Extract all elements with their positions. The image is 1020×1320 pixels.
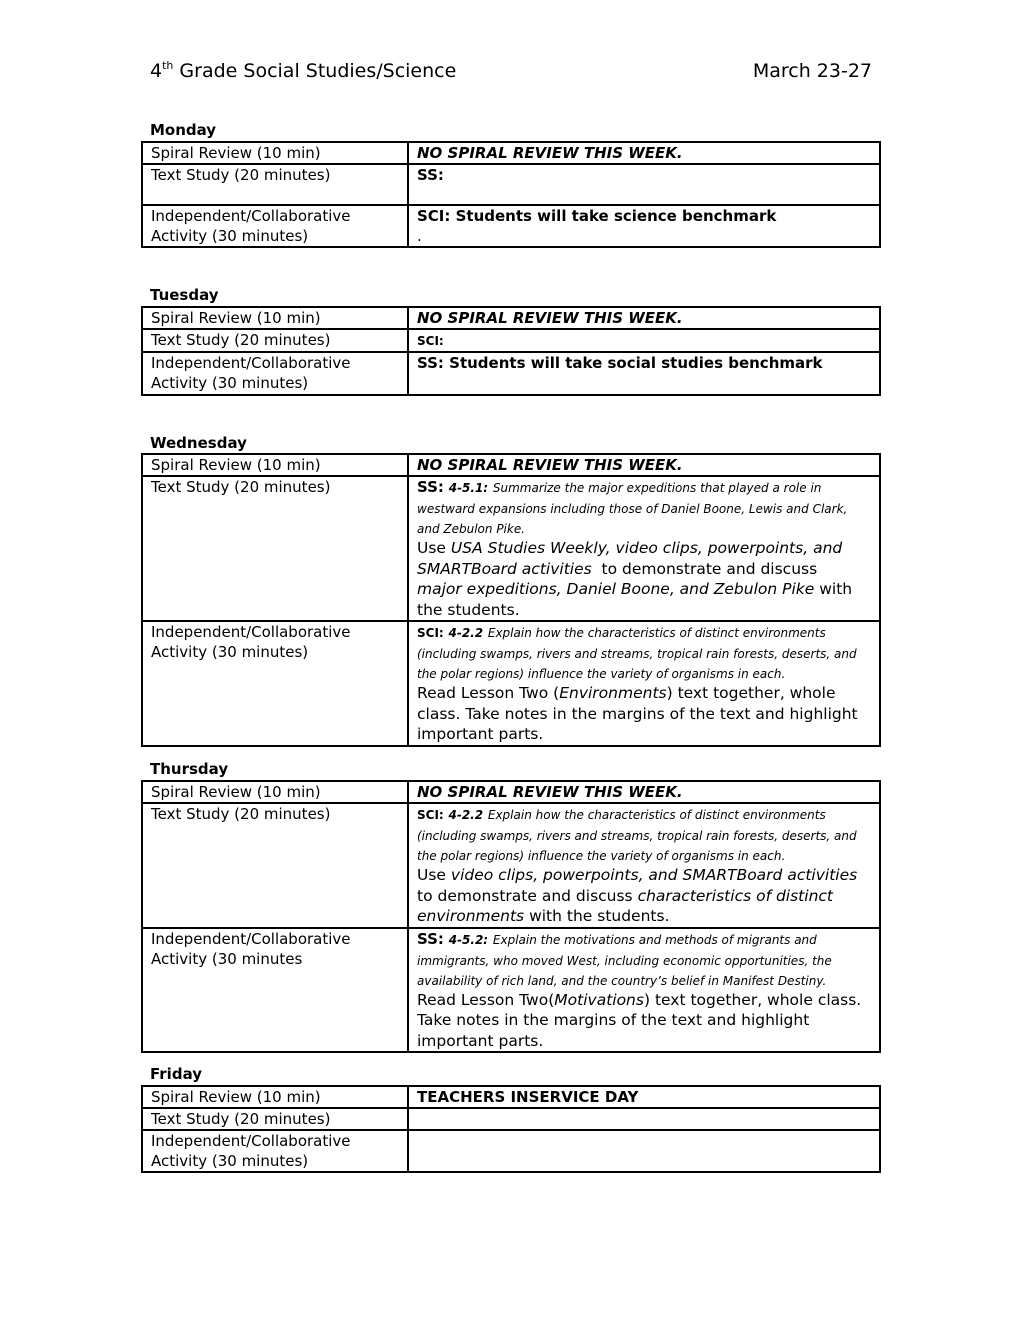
- label-line-2: Activity (30 minutes): [151, 227, 309, 245]
- instruction-part: Read Lesson Two (: [417, 684, 560, 702]
- table-row: [142, 781, 880, 803]
- wednesday-spiral: NO SPIRAL REVIEW THIS WEEK.: [408, 454, 880, 476]
- monday-table: [141, 141, 881, 248]
- label-line-1: Independent/Collaborative: [151, 623, 351, 641]
- table-row: [142, 205, 880, 247]
- instruction-italic: Environments: [559, 684, 667, 702]
- row-label-spiral: Spiral Review (10 min): [142, 454, 408, 476]
- table-row: [142, 1086, 880, 1108]
- label-line-1: Independent/Collaborative: [151, 929, 351, 948]
- grade-ordinal: th: [162, 59, 174, 72]
- instruction-part: Read Lesson Two(: [417, 990, 555, 1009]
- standard-prefix: SS:: [417, 929, 444, 948]
- day-label-wednesday: Wednesday: [150, 434, 247, 452]
- thursday-spiral: NO SPIRAL REVIEW THIS WEEK.: [408, 781, 880, 803]
- row-label-text-study: Text Study (20 minutes): [142, 803, 408, 928]
- friday-text-study: [408, 1108, 880, 1130]
- instruction-italic: video clips, powerpoints, and SMARTBoard activities: [450, 866, 858, 884]
- friday-table: [141, 1085, 881, 1173]
- instruction-text: [417, 538, 871, 620]
- table-row: [142, 1130, 880, 1172]
- standard-prefix: SCI:: [417, 808, 444, 822]
- label-line-1: Independent/Collaborative: [151, 207, 351, 225]
- instruction-part: ) text together, whole class. Take notes in the margins of the text and highlight important parts.: [417, 990, 862, 1050]
- label-line-2: Activity (30 minutes): [151, 643, 309, 661]
- instruction-part: Use: [417, 866, 451, 884]
- table-row: [142, 454, 880, 476]
- row-label-spiral: Spiral Review (10 min): [142, 142, 408, 164]
- table-row: [142, 307, 880, 329]
- row-label-text-study: Text Study (20 minutes): [142, 164, 408, 205]
- standard-code: 4-5.1:: [448, 481, 489, 495]
- instruction-part: Use: [417, 539, 451, 557]
- row-label-spiral: Spiral Review (10 min): [142, 781, 408, 803]
- thursday-text-study: [408, 803, 880, 928]
- row-label-activity: [142, 928, 408, 1053]
- row-label-text-study: Text Study (20 minutes): [142, 329, 408, 352]
- row-label-activity: [142, 1130, 408, 1172]
- day-label-tuesday: Tuesday: [150, 286, 219, 304]
- friday-activity: [408, 1130, 880, 1172]
- grade-number: 4: [150, 60, 163, 82]
- row-label-text-study: Text Study (20 minutes): [142, 476, 408, 621]
- instruction-part: with the students.: [524, 907, 670, 925]
- tuesday-activity: SS: Students will take social studies benchmark: [408, 352, 880, 395]
- instruction-part: with the students.: [417, 580, 853, 619]
- instruction-text: [417, 865, 871, 927]
- table-row: [142, 621, 880, 746]
- label-line-1: Independent/Collaborative: [151, 354, 351, 372]
- monday-activity-text: SCI: Students will take science benchmark: [417, 207, 777, 225]
- friday-spiral: TEACHERS INSERVICE DAY: [408, 1086, 880, 1108]
- thursday-table: [141, 780, 881, 1053]
- instruction-part: to demonstrate and discuss: [417, 866, 868, 905]
- table-row: [142, 142, 880, 164]
- tuesday-table: [141, 306, 881, 396]
- table-row: [142, 352, 880, 395]
- standard-text: Explain how the characteristics of distinct environments (including swamps, rivers and streams, tropical rain forests, deserts, and the polar regions) influence the variety of organisms in each.: [417, 808, 857, 863]
- instruction-italic: Motivations: [554, 990, 644, 1009]
- day-label-thursday: Thursday: [150, 760, 229, 778]
- tuesday-text-study: [408, 329, 880, 352]
- standard-code: 4-2.2: [448, 808, 484, 822]
- standard-text: Summarize the major expeditions that played a role in westward expansions including those of Daniel Boone, Lewis and Clark, and Zebulon Pike.: [417, 481, 848, 536]
- instruction-italic: characteristics of distinct environments: [417, 886, 833, 925]
- label-line-2: Activity (30 minutes): [151, 374, 309, 392]
- instruction-text: [417, 683, 871, 745]
- standard-text: Explain the motivations and methods of migrants and immigrants, who moved West, including economic opportunities, the availability of rich land, and the country’s belief in Manifest Destiny.: [417, 932, 832, 988]
- standard-code: 4-2.2: [448, 626, 484, 640]
- row-label-text-study: Text Study (20 minutes): [142, 1108, 408, 1130]
- wednesday-text-study: [408, 476, 880, 621]
- label-line-2: Activity (30 minutes): [151, 1152, 309, 1170]
- standard-text: Explain how the characteristics of distinct environments (including swamps, rivers and streams, tropical rain forests, deserts, and the polar regions) influence the variety of organisms in each.: [417, 626, 857, 681]
- table-row: [142, 1108, 880, 1130]
- monday-text-study: SS:: [408, 164, 880, 205]
- wednesday-table: [141, 453, 881, 747]
- standard-prefix: SS:: [417, 478, 444, 496]
- table-row: [142, 928, 880, 1053]
- table-row: [142, 803, 880, 928]
- page-title: [150, 60, 456, 82]
- monday-activity: [408, 205, 880, 247]
- page-date: March 23-27: [752, 60, 872, 82]
- row-label-spiral: Spiral Review (10 min): [142, 1086, 408, 1108]
- standard-prefix: SCI:: [417, 626, 444, 640]
- title-text: Grade Social Studies/Science: [173, 60, 457, 82]
- day-label-friday: Friday: [150, 1065, 203, 1083]
- row-label-activity: [142, 352, 408, 395]
- table-row: [142, 476, 880, 621]
- instruction-part: ) text together, whole class. Take notes in the margins of the text and highlight important parts.: [417, 684, 858, 743]
- tuesday-text-study-text: SCI:: [417, 334, 444, 348]
- label-line-1: Independent/Collaborative: [151, 1132, 351, 1150]
- instruction-italic: USA Studies Weekly, video clips, powerpoints, and SMARTBoard activities: [417, 539, 843, 578]
- monday-activity-dot: .: [417, 227, 422, 245]
- row-label-activity: [142, 621, 408, 746]
- instruction-italic: major expeditions, Daniel Boone, and Zebulon Pike: [417, 580, 815, 598]
- instruction-text: [417, 990, 871, 1052]
- thursday-activity: [408, 928, 880, 1053]
- instruction-part: to demonstrate and discuss: [591, 559, 828, 578]
- tuesday-spiral: NO SPIRAL REVIEW THIS WEEK.: [408, 307, 880, 329]
- wednesday-activity: [408, 621, 880, 746]
- standard-code: 4-5.2:: [448, 932, 489, 947]
- label-line-2: Activity (30 minutes: [151, 949, 303, 968]
- table-row: [142, 164, 880, 205]
- page-header: [150, 60, 872, 88]
- monday-spiral: NO SPIRAL REVIEW THIS WEEK.: [408, 142, 880, 164]
- row-label-spiral: Spiral Review (10 min): [142, 307, 408, 329]
- day-label-monday: Monday: [150, 121, 217, 139]
- table-row: [142, 329, 880, 352]
- row-label-activity: [142, 205, 408, 247]
